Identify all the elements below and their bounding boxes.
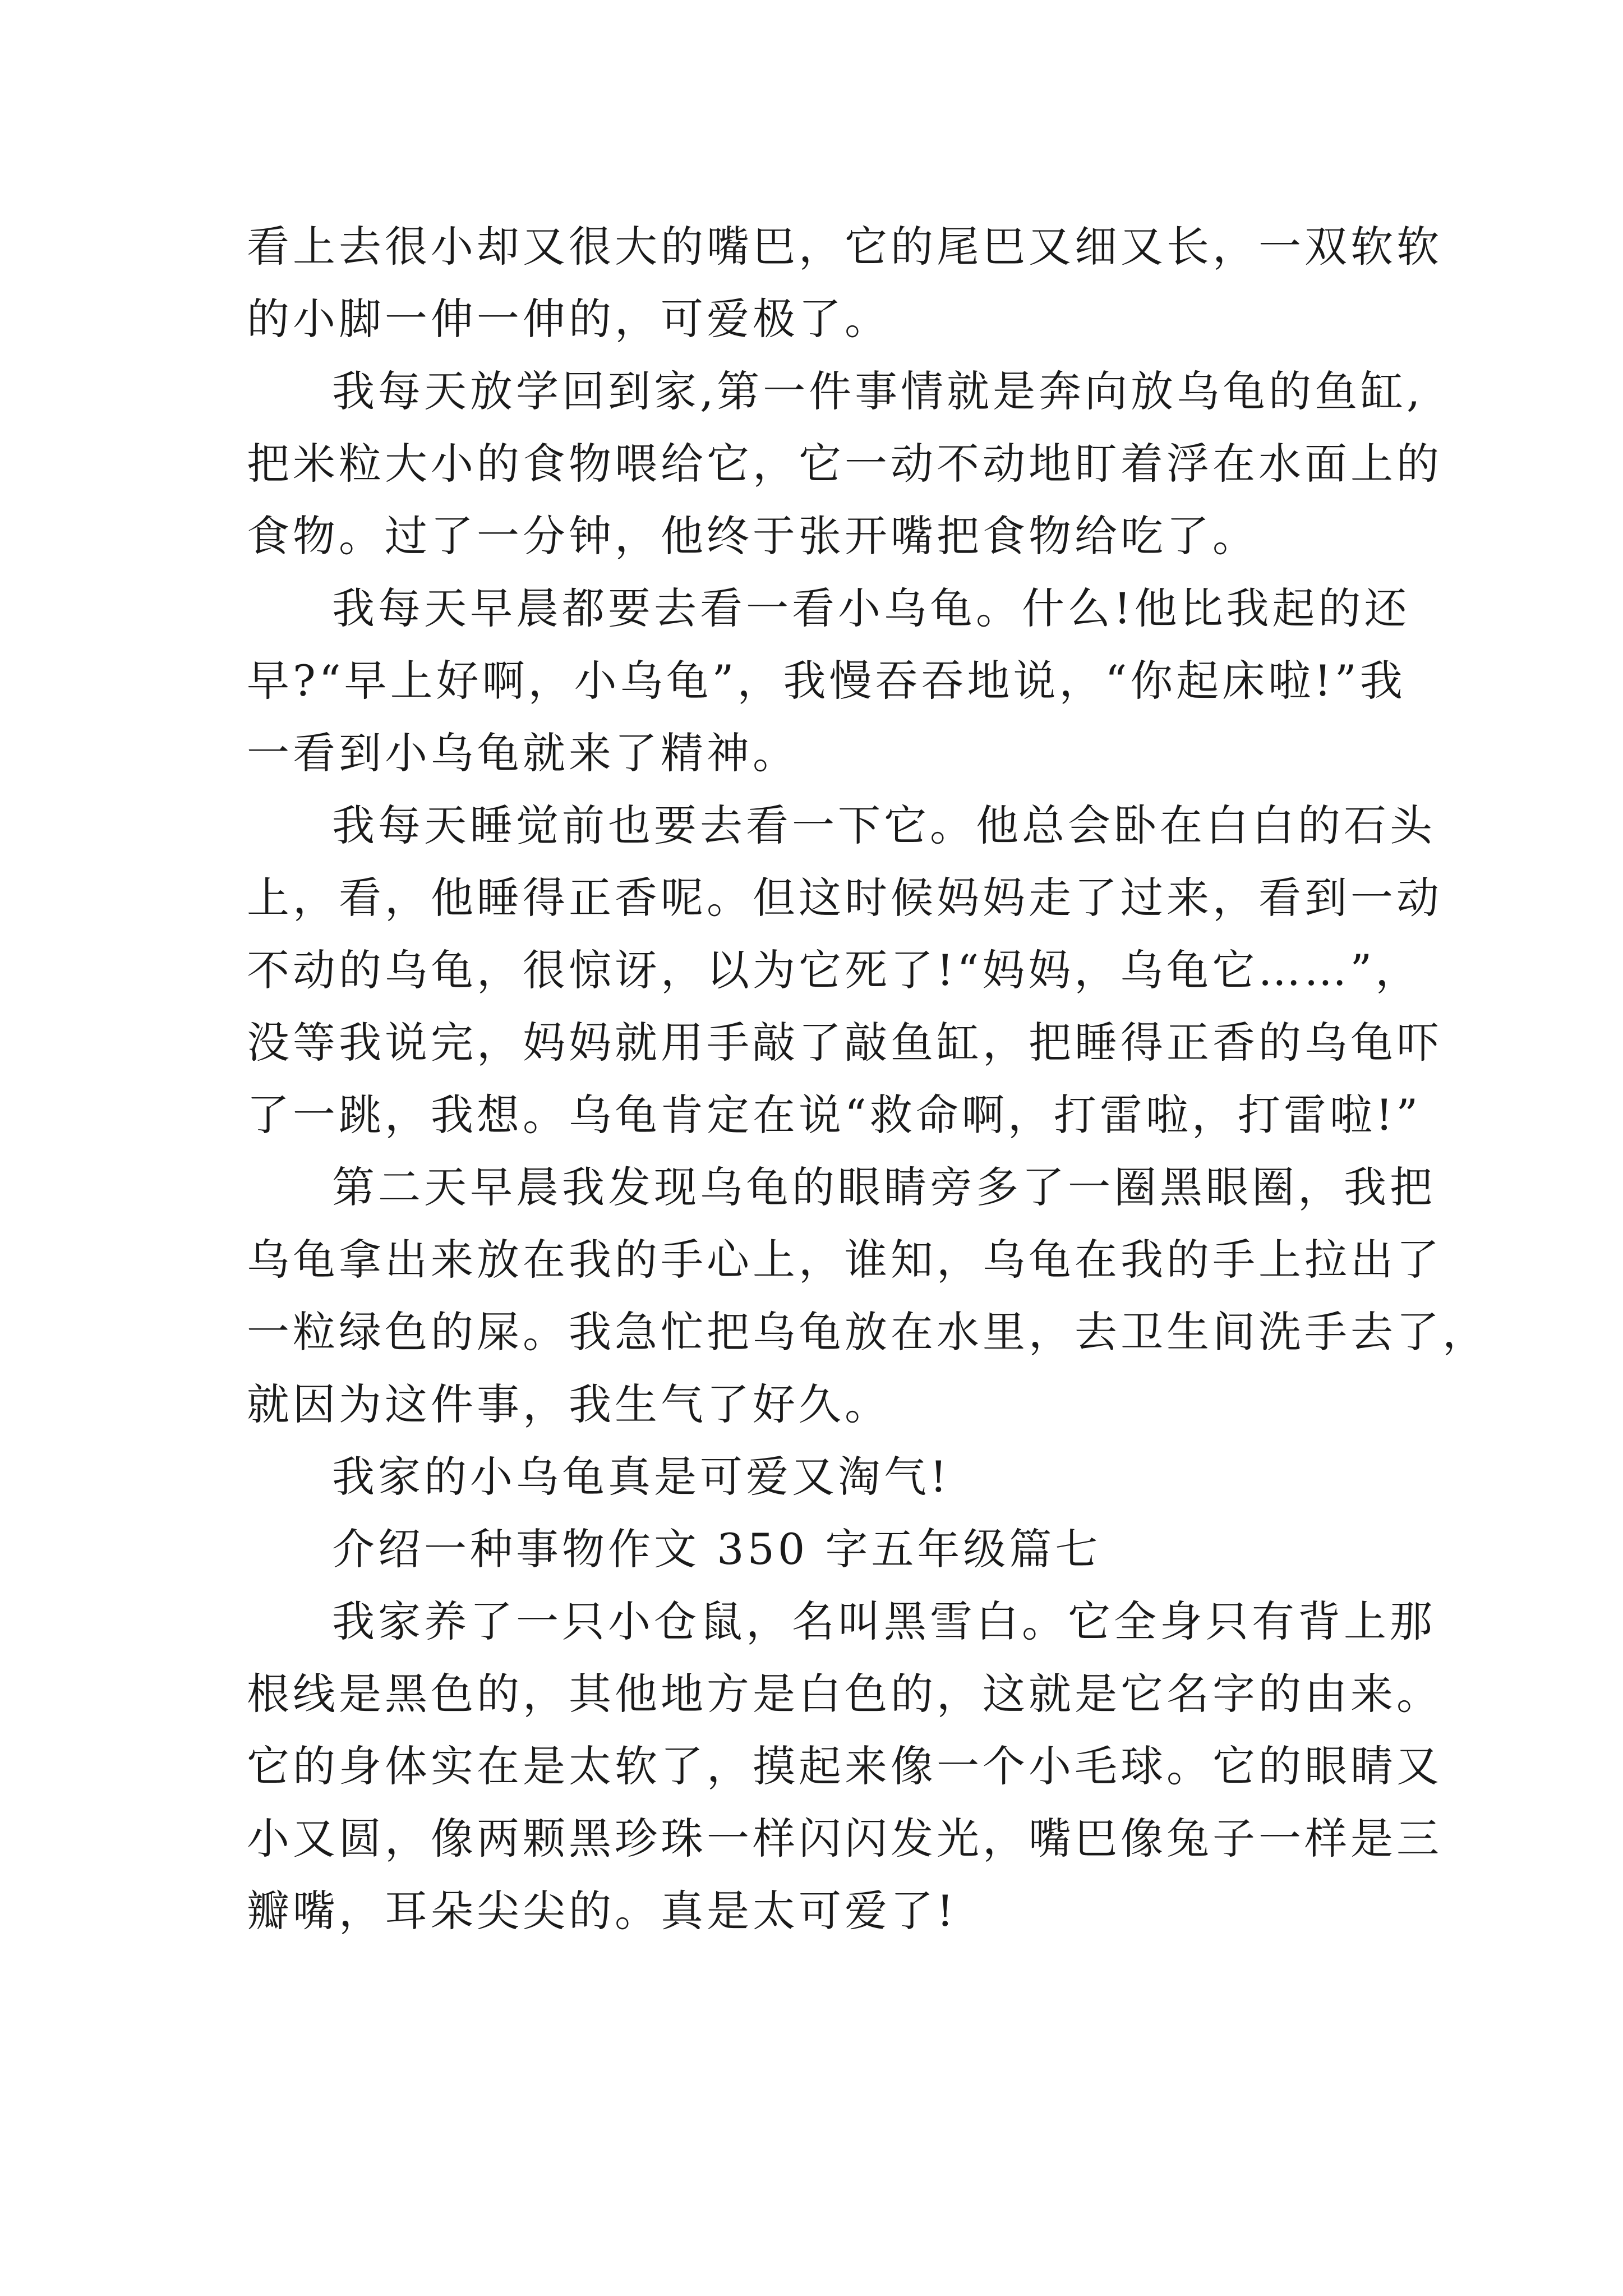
text-line: 就因为这件事，我生气了好久。 xyxy=(247,1379,891,1429)
text-line: 不动的乌龟，很惊讶，以为它死了!“妈妈，乌龟它……”， xyxy=(247,945,1422,995)
text-line: 了一跳，我想。乌龟肯定在说“救命啊，打雷啦，打雷啦!” xyxy=(247,1090,1422,1140)
text-line: 第二天早晨我发现乌龟的眼睛旁多了一圈黑眼圈，我把 xyxy=(332,1162,1436,1212)
text-line: 没等我说完，妈妈就用手敲了敲鱼缸，把睡得正香的乌龟吓 xyxy=(247,1018,1442,1068)
text-line: 乌龟拿出来放在我的手心上，谁知，乌龟在我的手上拉出了 xyxy=(247,1235,1442,1285)
text-line: 的小脚一伸一伸的，可爱极了。 xyxy=(247,294,891,344)
text-line: 上，看，他睡得正香呢。但这时候妈妈走了过来，看到一动 xyxy=(247,873,1442,923)
text-line: 看上去很小却又很大的嘴巴，它的尾巴又细又长，一双软软 xyxy=(247,222,1442,272)
text-line: 我每天睡觉前也要去看一下它。他总会卧在白白的石头 xyxy=(332,800,1436,850)
text-line: 我每天放学回到家,第一件事情就是奔向放乌龟的鱼缸, xyxy=(332,366,1424,416)
text-line: 一粒绿色的屎。我急忙把乌龟放在水里，去卫生间洗手去了， xyxy=(247,1307,1488,1357)
text-line: 它的身体实在是太软了，摸起来像一个小毛球。它的眼睛又 xyxy=(247,1741,1442,1791)
document-page xyxy=(247,210,1488,1947)
text-line: 食物。过了一分钟，他终于张开嘴把食物给吃了。 xyxy=(247,511,1258,561)
text-line: 我家养了一只小仓鼠，名叫黑雪白。它全身只有背上那 xyxy=(332,1596,1436,1646)
text-line: 小又圆，像两颗黑珍珠一样闪闪发光，嘴巴像兔子一样是三 xyxy=(247,1814,1442,1864)
text-line: 我每天早晨都要去看一看小乌龟。什么!他比我起的还 xyxy=(332,583,1410,633)
text-line: 瓣嘴，耳朵尖尖的。真是太可爱了! xyxy=(247,1886,957,1936)
text-line: 把米粒大小的食物喂给它，它一动不动地盯着浮在水面上的 xyxy=(247,439,1442,489)
section-heading: 介绍一种事物作文 350 字五年级篇七 xyxy=(332,1524,1101,1574)
text-line: 早?“早上好啊，小乌龟”，我慢吞吞地说，“你起床啦!”我 xyxy=(247,656,1406,706)
text-line: 根线是黑色的，其他地方是白色的，这就是它名字的由来。 xyxy=(247,1669,1442,1719)
text-line: 一看到小乌龟就来了精神。 xyxy=(247,728,799,778)
text-line: 我家的小乌龟真是可爱又淘气! xyxy=(332,1452,951,1502)
